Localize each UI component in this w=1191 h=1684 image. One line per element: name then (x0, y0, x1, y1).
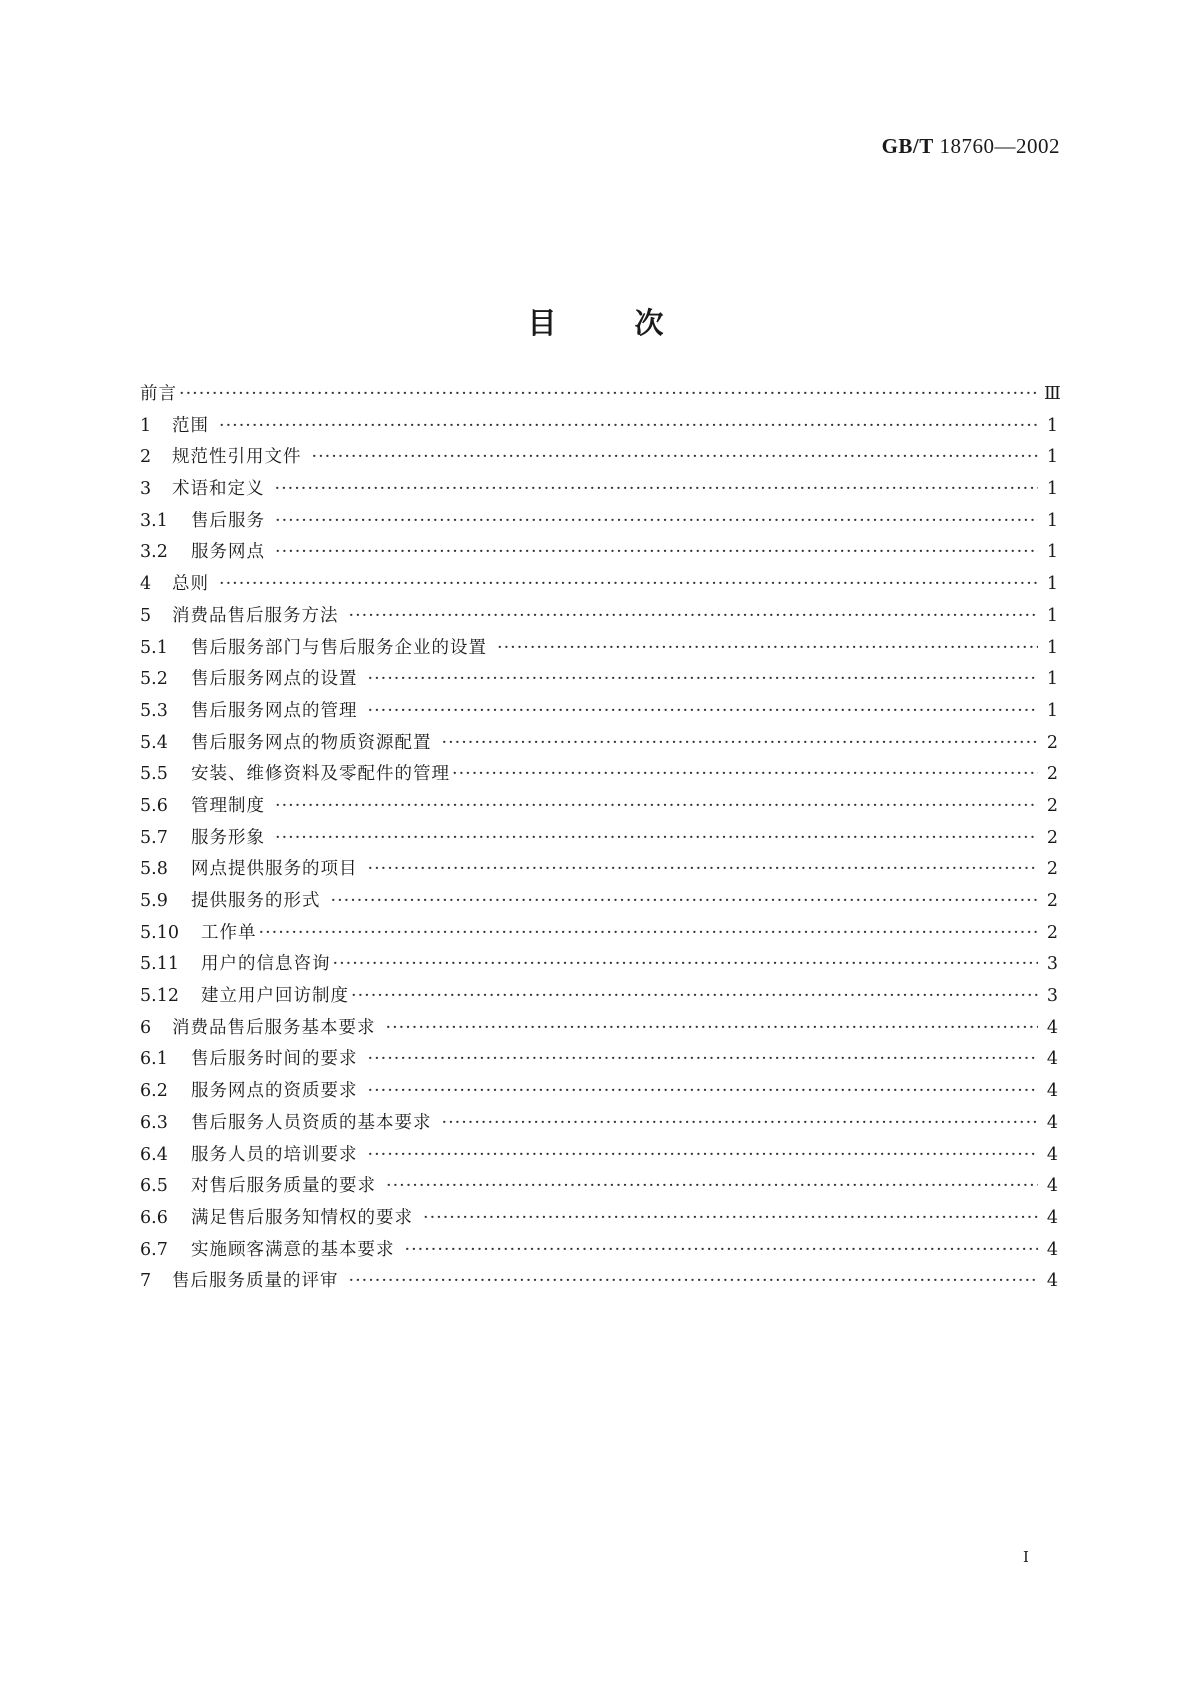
toc-entry[interactable] (140, 950, 1058, 982)
toc-entry-number: 5 (140, 605, 152, 626)
toc-entry-page: 2 (1046, 827, 1058, 848)
toc-entry[interactable] (140, 1141, 1058, 1173)
toc-entry-page: 1 (1046, 605, 1058, 626)
toc-entry-number: 5.8 (140, 859, 168, 880)
toc-entry[interactable] (140, 887, 1058, 919)
toc-entry-page: 1 (1046, 510, 1058, 531)
toc-leader-dots (351, 986, 1038, 1006)
toc-entry[interactable] (140, 507, 1058, 539)
toc-entry[interactable] (140, 855, 1058, 887)
toc-entry-title: 范围 (172, 415, 209, 436)
toc-entry-title: 服务网点的资质要求 (191, 1081, 358, 1102)
toc-entry-page: 4 (1046, 1081, 1058, 1102)
toc-leader-dots (219, 416, 1038, 436)
toc-leader-dots (275, 479, 1039, 499)
toc-entry-page: 4 (1046, 1017, 1058, 1038)
toc-leader-dots (349, 1271, 1039, 1291)
toc-entry-title: 实施顾客满意的基本要求 (191, 1239, 395, 1260)
toc-entry[interactable] (140, 1109, 1058, 1141)
page-title: 目次 (527, 306, 742, 341)
toc-entry-title: 服务网点 (191, 542, 265, 563)
toc-entry-page: 2 (1046, 732, 1058, 753)
toc-entry-title: 用户的信息咨询 (201, 954, 331, 975)
toc-entry-page: 4 (1046, 1271, 1058, 1292)
standard-code (882, 134, 1060, 159)
toc-leader-dots (368, 669, 1039, 689)
toc-entry[interactable] (140, 538, 1058, 570)
toc-entry-title: 售后服务网点的设置 (191, 669, 358, 690)
toc-leader-dots (497, 638, 1038, 658)
toc-entry-page: 4 (1046, 1112, 1058, 1133)
toc-leader-dots (275, 796, 1038, 816)
toc-entry-number: 5.10 (140, 922, 179, 943)
toc-entry-number: 5.12 (140, 986, 179, 1007)
toc-entry[interactable] (140, 1077, 1058, 1109)
toc-entry-number: 5.3 (140, 700, 168, 721)
toc-entry-page: 2 (1046, 891, 1058, 911)
toc-entry-page: 4 (1046, 1176, 1058, 1197)
toc-entry-title: 售后服务网点的物质资源配置 (191, 732, 432, 753)
toc-entry-page: 4 (1046, 1239, 1058, 1260)
toc-entry-page: 2 (1046, 795, 1058, 816)
toc-entry-number: 6.1 (140, 1049, 168, 1070)
toc-entry-number: 6.3 (140, 1112, 168, 1133)
toc-entry-page: 2 (1046, 922, 1058, 943)
toc-entry-number: 6.7 (140, 1239, 168, 1260)
toc-entry-number: 6.6 (140, 1207, 168, 1228)
toc-leader-dots (331, 891, 1039, 911)
toc-entry-number: 5.9 (140, 891, 168, 911)
toc-entry-page: Ⅲ (1044, 384, 1061, 404)
toc-entry[interactable] (140, 697, 1058, 729)
toc-entry-title: 服务人员的培训要求 (191, 1144, 358, 1165)
toc-leader-dots (368, 1049, 1039, 1069)
toc-entry-title: 提供服务的形式 (191, 891, 321, 911)
toc-entry-page: 4 (1046, 1207, 1058, 1228)
toc-entry-page: 2 (1046, 764, 1058, 785)
toc-leader-dots (312, 447, 1039, 467)
toc-leader-dots (368, 859, 1039, 879)
standard-code-prefix: GB/T (881, 134, 934, 158)
toc-entry-number: 6.5 (140, 1176, 168, 1197)
toc-entry-title: 售后服务网点的管理 (191, 700, 358, 721)
toc-entry-title: 消费品售后服务基本要求 (172, 1017, 376, 1038)
toc-leader-dots (452, 764, 1038, 784)
toc-entry[interactable] (140, 824, 1058, 856)
toc-entry-title: 售后服务质量的评审 (172, 1271, 339, 1292)
toc-entry-page: 4 (1046, 1144, 1058, 1165)
toc-entry-number: 1 (140, 415, 152, 436)
toc-entry-number: 5.2 (140, 669, 168, 690)
toc-leader-dots (423, 1208, 1038, 1228)
toc-entry-title: 建立用户回访制度 (201, 986, 349, 1007)
toc-leader-dots (275, 828, 1038, 848)
toc-entry-title: 工作单 (201, 922, 257, 943)
toc-entry-page: 1 (1046, 669, 1058, 690)
toc-entry-page: 1 (1046, 700, 1058, 721)
toc-leader-dots (259, 923, 1039, 943)
toc-entry-page: 3 (1046, 986, 1058, 1007)
toc-entry-page: 1 (1046, 415, 1058, 436)
toc-entry[interactable] (140, 1014, 1058, 1046)
toc-entry-page: 1 (1046, 574, 1058, 595)
toc-entry-number: 5.5 (140, 764, 168, 785)
toc-entry[interactable] (140, 760, 1058, 792)
toc-entry-number: 6 (140, 1017, 152, 1038)
toc-entry-title: 术语和定义 (172, 479, 265, 500)
toc-entry[interactable] (140, 475, 1058, 507)
toc-entry[interactable] (140, 380, 1061, 412)
toc-entry[interactable] (140, 1204, 1058, 1236)
toc-leader-dots (368, 701, 1039, 721)
page-number: I (1023, 1548, 1029, 1566)
toc-entry-title: 网点提供服务的项目 (191, 859, 358, 880)
toc-entry-title: 前言 (140, 384, 177, 404)
table-of-contents (140, 380, 1061, 1299)
toc-entry-title: 消费品售后服务方法 (172, 605, 339, 626)
toc-entry-title: 对售后服务质量的要求 (191, 1176, 376, 1197)
standard-code-number: 18760—2002 (939, 134, 1060, 158)
toc-entry-title: 服务形象 (191, 827, 265, 848)
toc-entry[interactable] (140, 792, 1058, 824)
toc-entry[interactable] (140, 1172, 1058, 1204)
toc-leader-dots (405, 1240, 1039, 1260)
toc-entry-number: 3.2 (140, 542, 168, 563)
toc-entry[interactable] (140, 665, 1058, 697)
toc-entry[interactable] (140, 570, 1058, 602)
toc-entry-page: 3 (1046, 954, 1058, 975)
toc-entry-number: 5.7 (140, 827, 168, 848)
toc-entry-title: 满足售后服务知情权的要求 (191, 1207, 413, 1228)
toc-entry[interactable] (140, 729, 1058, 761)
toc-entry-number: 6.2 (140, 1081, 168, 1102)
toc-entry-number: 7 (140, 1271, 152, 1292)
toc-leader-dots (386, 1018, 1039, 1038)
toc-leader-dots (368, 1145, 1039, 1165)
toc-leader-dots (442, 1113, 1039, 1133)
toc-leader-dots (179, 384, 1038, 404)
toc-entry[interactable] (140, 1267, 1058, 1299)
toc-entry-number: 6.4 (140, 1144, 168, 1165)
toc-entry-title: 安装、维修资料及零配件的管理 (191, 764, 450, 785)
toc-leader-dots (368, 1081, 1039, 1101)
toc-entry-page: 1 (1046, 637, 1058, 658)
toc-entry-page: 1 (1046, 542, 1058, 563)
toc-leader-dots (275, 511, 1038, 531)
toc-entry[interactable] (140, 1045, 1058, 1077)
toc-entry[interactable] (140, 412, 1058, 444)
toc-leader-dots (349, 606, 1039, 626)
toc-entry[interactable] (140, 443, 1058, 475)
toc-leader-dots (386, 1176, 1038, 1196)
toc-entry-page: 2 (1046, 859, 1058, 880)
toc-entry[interactable] (140, 1236, 1058, 1268)
toc-entry-page: 1 (1046, 447, 1058, 468)
toc-entry[interactable] (140, 982, 1058, 1014)
toc-leader-dots (275, 542, 1038, 562)
toc-entry-title: 规范性引用文件 (172, 447, 302, 468)
toc-entry-title: 售后服务部门与售后服务企业的设置 (191, 637, 487, 658)
toc-entry[interactable] (140, 602, 1058, 634)
toc-entry-page: 1 (1046, 479, 1058, 500)
toc-entry-number: 5.4 (140, 732, 168, 753)
toc-entry-number: 5.11 (140, 954, 179, 975)
toc-entry-title: 总则 (172, 574, 209, 595)
toc-entry-title: 售后服务人员资质的基本要求 (191, 1112, 432, 1133)
toc-entry-number: 5.6 (140, 795, 168, 816)
toc-entry-number: 4 (140, 574, 152, 595)
toc-entry-number: 3 (140, 479, 152, 500)
toc-leader-dots (333, 954, 1039, 974)
toc-leader-dots (219, 574, 1038, 594)
toc-entry-number: 2 (140, 447, 152, 468)
toc-entry-page: 4 (1046, 1049, 1058, 1070)
toc-entry-title: 售后服务时间的要求 (191, 1049, 358, 1070)
toc-leader-dots (442, 733, 1039, 753)
toc-entry-number: 5.1 (140, 637, 168, 658)
toc-entry[interactable] (140, 919, 1058, 951)
toc-entry-title: 管理制度 (191, 795, 265, 816)
toc-entry[interactable] (140, 634, 1058, 666)
toc-entry-number: 3.1 (140, 510, 168, 531)
toc-entry-title: 售后服务 (191, 510, 265, 531)
